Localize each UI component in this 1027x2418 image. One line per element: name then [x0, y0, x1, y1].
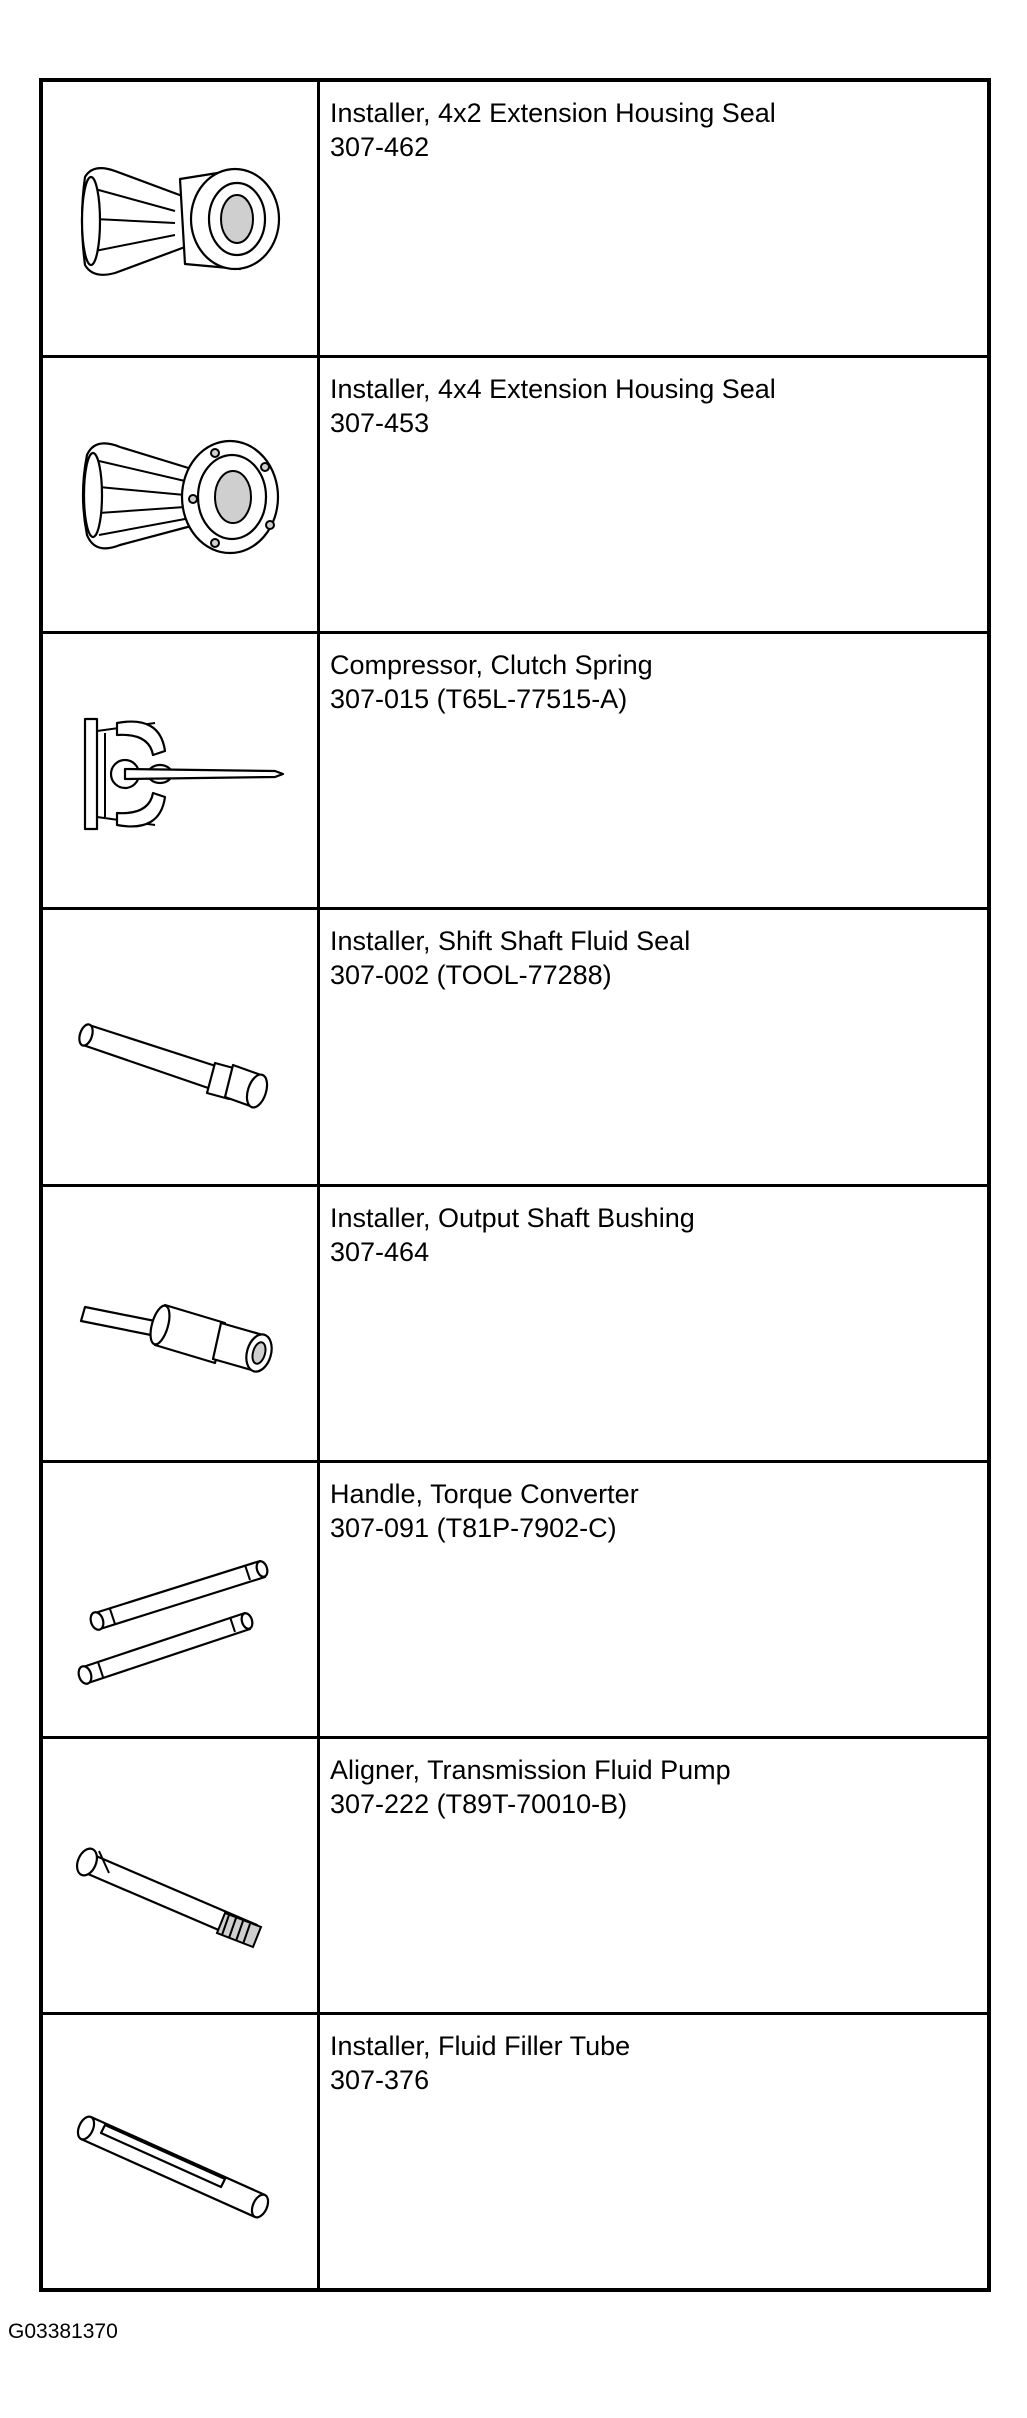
tool-number: 307-091 (T81P-7902-C) — [330, 1512, 617, 1543]
tool-name: Installer, 4x2 Extension Housing Seal — [330, 98, 776, 128]
table-row — [43, 1187, 987, 1463]
tool-illustration-cell — [43, 358, 320, 631]
table-row — [43, 910, 987, 1186]
tool-number: 307-453 — [330, 408, 430, 439]
torque-converter-handles-icon — [65, 1499, 295, 1699]
tool-illustration-cell — [43, 82, 320, 355]
tool-name: Aligner, Transmission Fluid Pump — [330, 1754, 731, 1785]
tool-number: 307-464 — [330, 1236, 430, 1267]
tool-description — [320, 1463, 987, 1736]
table-row — [43, 2015, 987, 2288]
tool-illustration-cell — [43, 634, 320, 907]
output-shaft-bushing-installer-icon — [65, 1223, 295, 1423]
special-tools-table — [39, 78, 991, 2292]
tool-number: 307-015 (T65L-77515-A) — [330, 684, 628, 715]
tool-number: 307-222 (T89T-70010-B) — [330, 1788, 628, 1819]
tool-illustration-cell — [43, 1463, 320, 1736]
tool-description — [320, 1739, 987, 2012]
tool-name: Compressor, Clutch Spring — [330, 650, 653, 681]
tool-name: Installer, Output Shaft Bushing — [330, 1202, 695, 1233]
tool-description — [320, 358, 987, 631]
tool-illustration-cell — [43, 2015, 320, 2288]
tool-description — [320, 910, 987, 1183]
extension-housing-seal-installer-4x4-icon — [65, 395, 295, 595]
tool-name: Handle, Torque Converter — [330, 1478, 639, 1509]
fluid-filler-tube-installer-icon — [65, 2051, 295, 2251]
table-row — [43, 358, 987, 634]
tool-number: 307-462 — [330, 132, 430, 162]
tool-name: Installer, 4x4 Extension Housing Seal — [330, 374, 776, 405]
table-row — [43, 82, 987, 358]
tool-description — [320, 1187, 987, 1460]
figure-id-label: G03381370 — [8, 2320, 118, 2343]
tool-number: 307-002 (TOOL-77288) — [330, 960, 612, 991]
tool-description — [320, 82, 987, 355]
clutch-spring-compressor-icon — [65, 671, 295, 871]
extension-housing-seal-installer-4x2-icon — [65, 119, 295, 319]
tool-number: 307-376 — [330, 2064, 430, 2095]
tool-description — [320, 634, 987, 907]
tool-illustration-cell — [43, 1739, 320, 2012]
fluid-pump-aligner-icon — [65, 1775, 295, 1975]
table-row — [43, 1463, 987, 1739]
tool-illustration-cell — [43, 910, 320, 1183]
table-row — [43, 634, 987, 910]
table-row — [43, 1739, 987, 2015]
shift-shaft-seal-installer-icon — [65, 947, 295, 1147]
tool-description — [320, 2015, 987, 2288]
tool-illustration-cell — [43, 1187, 320, 1460]
tool-name: Installer, Shift Shaft Fluid Seal — [330, 926, 691, 957]
tool-name: Installer, Fluid Filler Tube — [330, 2030, 631, 2061]
